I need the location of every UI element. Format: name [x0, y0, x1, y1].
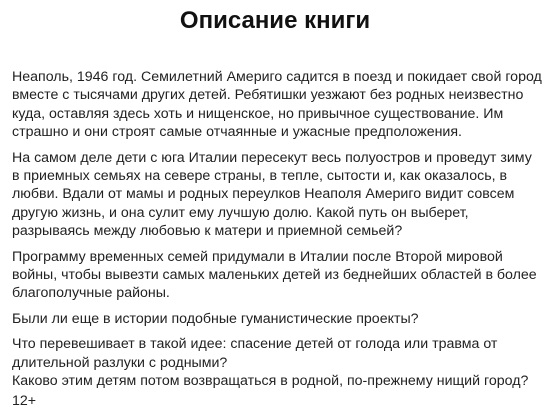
- paragraph-program: Программу временных семей придумали в Италии после Второй мировой войны, чтобы вывезти самых маленьких детей из беднейших областей в более благополучные районы.: [12, 248, 537, 302]
- paragraph-question-idea: Что перевешивает в такой идее: спасение детей от голода или травма от длительной разлуки с родными?: [12, 336, 498, 371]
- paragraph-journey: На самом деле дети с юга Италии пересекут весь полуостров и проведут зиму в приемных семьях на севере страны, в тепле, сытости и, как оказалось, в любви. Вдали от мамы и родных переулков Неаполя Америго видит совсем другую жизнь, и она сулит ему лучшую долю. Какой путь он выберет, разрываясь между любовью к матери и приемной семьей?: [12, 149, 532, 240]
- paragraph-intro: Неаполь, 1946 год. Семилетний Америго садится в поезд и покидает свой город вместе с тысячами других детей. Ребятишки уезжают без родных неизвестно куда, оставляя здесь хоть и нищенское, но привычное существование. Им страшно и они строят самые отчаянные и ужасные предположения.: [12, 69, 542, 141]
- age-rating: 12+: [12, 393, 37, 409]
- paragraph-question-history: Были ли еще в истории подобные гуманистические проекты?: [12, 310, 419, 327]
- paragraph-question-return: Каково этим детям потом возвращаться в родной, по-прежнему нищий город?: [12, 373, 529, 390]
- page-title: Описание книги: [179, 7, 371, 34]
- description-text: [12, 68, 542, 398]
